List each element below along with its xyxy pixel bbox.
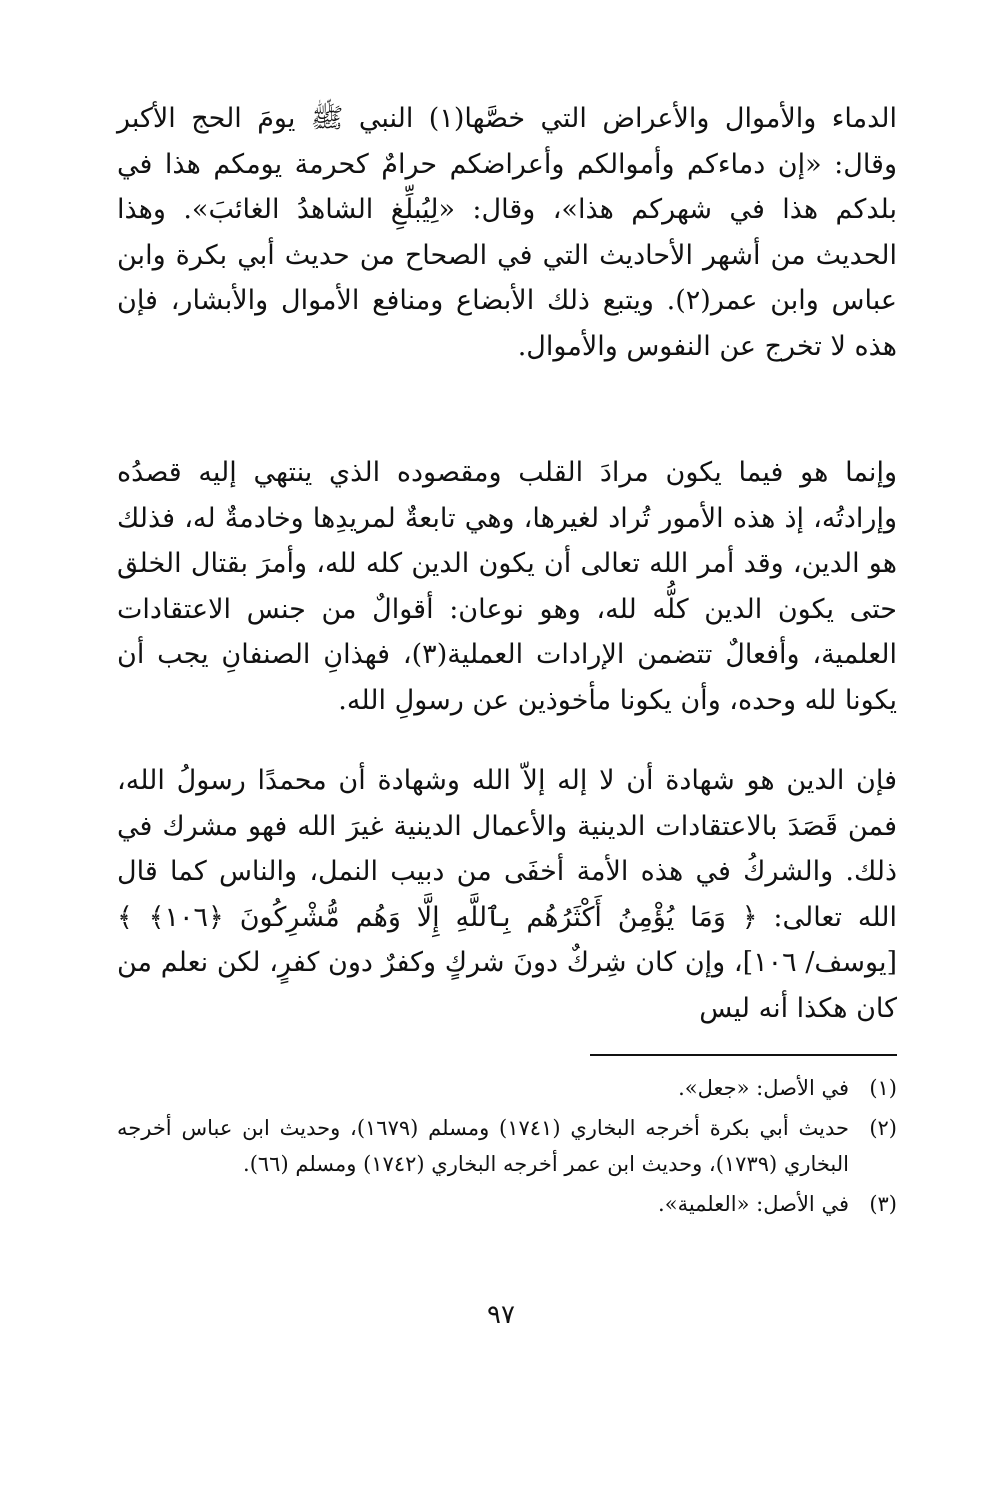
footnote-1 — [117, 1070, 897, 1106]
page-number: ٩٧ — [487, 1300, 515, 1330]
footnote-2 — [117, 1110, 897, 1182]
paragraph-2: وإنما هو فيما يكون مرادَ القلب ومقصوده الذي ينتهي إليه قصدُه وإرادتُه، إذ هذه الأمور تُراد لغيرها، وهي تابعةٌ لمريدِها وخادمةٌ له، فذلك هو الدين، وقد أمر الله تعالى أن يكون الدين كله لله، وأمرَ بقتال الخلق حتى يكون الدين كلُّه لله، وهو نوعان: أقوالٌ من جنس الاعتقادات العلمية، وأفعالٌ تتضمن الإرادات العملية(٣)، فهذانِ الصنفانِ يجب أن يكونا لله وحده، وأن يكونا مأخوذين عن رسولِ الله. — [117, 457, 897, 716]
footnote-text: في الأصل: «العلمية». — [658, 1192, 849, 1216]
footnote-number: (٣) — [869, 1192, 897, 1216]
footnote-number: (١) — [869, 1076, 897, 1100]
paragraph-1: الدماء والأموال والأعراض التي خصَّها(١) النبي ﷺ يومَ الحج الأكبر وقال: «إن دماءكم وأموالكم وأعراضكم حرامٌ كحرمة يومكم هذا في بلدكم هذا في شهركم هذا»، وقال: «لِيُبلِّغِ الشاهدُ الغائبَ». وهذا الحديث من أشهر الأحاديث التي في الصحاح من حديث أبي بكرة وابن عباس وابن عمر(٢). ويتبع ذلك الأبضاع ومنافع الأموال والأبشار، فإن هذه لا تخرج عن النفوس والأموال. — [117, 103, 897, 362]
footnotes-section — [117, 1070, 897, 1226]
footnote-divider — [590, 1054, 897, 1056]
footnote-text: في الأصل: «جعل». — [678, 1076, 849, 1100]
footnote-number: (٢) — [869, 1116, 897, 1140]
footnote-3 — [117, 1186, 897, 1222]
paragraph-3: فإن الدين هو شهادة أن لا إله إلاّ الله وشهادة أن محمدًا رسولُ الله، فمن قَصَدَ بالاعتقادات الدينية والأعمال الدينية غيرَ الله فهو مشرك في ذلك. والشركُ في هذه الأمة أخفَى من دبيب النمل، والناس كما قال الله تعالى: ﴿ وَمَا يُؤْمِنُ أَكْثَرُهُم بِٱللَّهِ إِلَّا وَهُم مُّشْرِكُونَ ﴿١٠٦﴾ ﴾ [يوسف/ ١٠٦]، وإن كان شِركٌ دونَ شركٍ وكفرٌ دون كفرٍ، لكن نعلم من كان هكذا أنه ليس — [117, 765, 897, 1024]
footnote-text: حديث أبي بكرة أخرجه البخاري (١٧٤١) ومسلم (١٦٧٩)، وحديث ابن عباس أخرجه البخاري (١٧٣٩)، وحديث ابن عمر أخرجه البخاري (١٧٤٢) ومسلم (٦٦). — [117, 1116, 850, 1176]
